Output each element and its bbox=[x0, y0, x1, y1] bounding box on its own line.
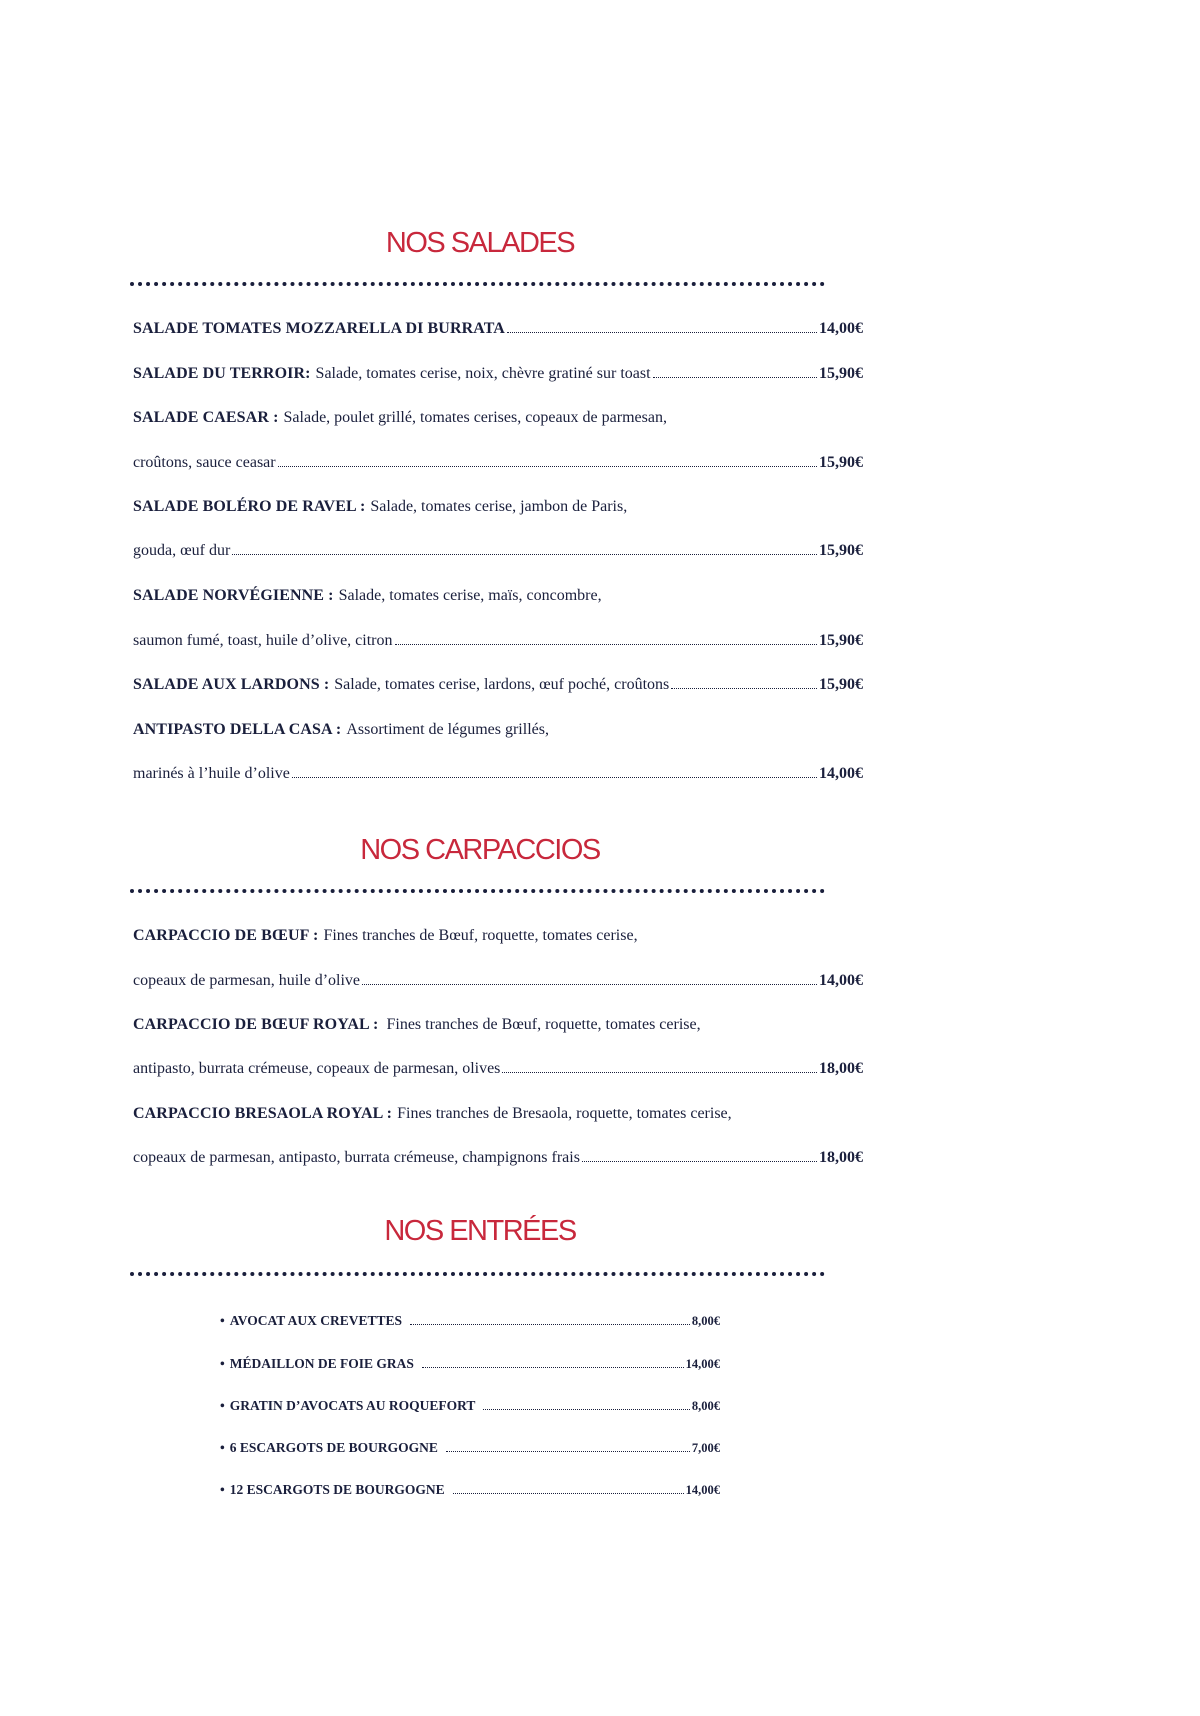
dotted-divider bbox=[130, 1272, 825, 1276]
item-price: 15,90€ bbox=[819, 454, 863, 471]
menu-item-carpaccio-bresaola-royal-cont bbox=[133, 1148, 863, 1168]
item-name: CARPACCIO BRESAOLA ROYAL : bbox=[133, 1105, 393, 1122]
dot-leader bbox=[453, 1493, 684, 1494]
dot-leader bbox=[422, 1367, 684, 1368]
item-price: 14,00€ bbox=[819, 765, 863, 782]
section-title-entrees: NOS ENTRÉES bbox=[384, 1215, 576, 1247]
section-title-salades: NOS SALADES bbox=[385, 227, 575, 259]
menu-item-antipasto-cont bbox=[133, 764, 863, 784]
menu-item-salade-bolero bbox=[133, 497, 627, 517]
item-price: 15,90€ bbox=[819, 676, 863, 693]
item-description-cont: saumon fumé, toast, huile d’olive, citron bbox=[133, 632, 393, 649]
item-description: Fines tranches de Bœuf, roquette, tomates cerise, bbox=[323, 927, 638, 944]
dot-leader bbox=[671, 688, 817, 689]
item-name: SALADE BOLÉRO DE RAVEL : bbox=[133, 498, 366, 515]
item-price: 8,00€ bbox=[691, 1314, 720, 1328]
item-description-cont: croûtons, sauce ceasar bbox=[133, 454, 276, 471]
item-price: 14,00€ bbox=[685, 1357, 720, 1371]
item-name: SALADE NORVÉGIENNE : bbox=[133, 587, 334, 604]
dot-leader bbox=[653, 377, 817, 378]
item-price: 15,90€ bbox=[819, 542, 863, 559]
item-price: 7,00€ bbox=[691, 1441, 720, 1455]
item-name: AVOCAT AUX CREVETTES bbox=[229, 1313, 403, 1328]
menu-item-salade-aux-lardons bbox=[133, 675, 863, 695]
item-price: 8,00€ bbox=[691, 1399, 720, 1413]
dot-leader bbox=[507, 332, 817, 333]
item-description-cont: marinés à l’huile d’olive bbox=[133, 765, 290, 782]
item-description: Fines tranches de Bœuf, roquette, tomates cerise, bbox=[386, 1016, 701, 1033]
item-description: Salade, tomates cerise, jambon de Paris, bbox=[370, 498, 628, 515]
item-name: 6 ESCARGOTS DE BOURGOGNE bbox=[229, 1440, 438, 1455]
menu-item-salade-caesar-cont bbox=[133, 453, 863, 473]
dotted-divider bbox=[130, 889, 825, 893]
menu-item-salade-caesar bbox=[133, 408, 667, 428]
entree-item-avocat-crevettes bbox=[220, 1312, 720, 1330]
dot-leader bbox=[292, 777, 817, 778]
dot-leader bbox=[582, 1161, 817, 1162]
item-price: 15,90€ bbox=[819, 632, 863, 649]
item-price: 18,00€ bbox=[819, 1149, 863, 1166]
menu-item-antipasto bbox=[133, 720, 549, 740]
menu-item-salade-norvegienne-cont bbox=[133, 631, 863, 651]
item-price: 18,00€ bbox=[819, 1060, 863, 1077]
dot-leader bbox=[278, 466, 817, 467]
dot-leader bbox=[502, 1072, 817, 1073]
menu-item-salade-bolero-cont bbox=[133, 541, 863, 561]
item-name: CARPACCIO DE BŒUF ROYAL : bbox=[133, 1016, 379, 1033]
item-description: Salade, tomates cerise, lardons, œuf poché, croûtons bbox=[334, 676, 670, 693]
item-name: ANTIPASTO DELLA CASA : bbox=[133, 721, 342, 738]
item-description-cont: gouda, œuf dur bbox=[133, 542, 231, 559]
item-description: Assortiment de légumes grillés, bbox=[346, 721, 549, 738]
entree-item-foie-gras bbox=[220, 1355, 720, 1373]
item-name: 12 ESCARGOTS DE BOURGOGNE bbox=[229, 1482, 445, 1497]
item-name: SALADE TOMATES MOZZARELLA DI BURRATA bbox=[133, 320, 505, 337]
item-description: Salade, tomates cerise, noix, chèvre gratiné sur toast bbox=[315, 365, 651, 382]
menu-item-salade-norvegienne bbox=[133, 586, 602, 606]
dot-leader bbox=[395, 644, 818, 645]
item-description-cont: copeaux de parmesan, huile d’olive bbox=[133, 972, 361, 989]
item-price: 15,90€ bbox=[819, 365, 863, 382]
item-price: 14,00€ bbox=[685, 1483, 720, 1497]
entree-item-6-escargots bbox=[220, 1439, 720, 1457]
menu-item-carpaccio-boeuf-royal-cont bbox=[133, 1059, 863, 1079]
menu-item-carpaccio-boeuf bbox=[133, 926, 638, 946]
entree-item-gratin-avocats bbox=[220, 1397, 720, 1415]
dotted-divider bbox=[130, 282, 825, 286]
bullet: • bbox=[220, 1356, 225, 1371]
item-name: GRATIN D’AVOCATS AU ROQUEFORT bbox=[229, 1398, 476, 1413]
dot-leader bbox=[483, 1409, 689, 1410]
dot-leader bbox=[410, 1324, 690, 1325]
entree-item-12-escargots bbox=[220, 1481, 720, 1499]
menu-item-carpaccio-boeuf-cont bbox=[133, 971, 863, 991]
bullet: • bbox=[220, 1440, 225, 1455]
menu-item-salade-tomates-mozzarella bbox=[133, 319, 863, 339]
bullet: • bbox=[220, 1313, 225, 1328]
item-name: MÉDAILLON DE FOIE GRAS bbox=[229, 1356, 414, 1371]
bullet: • bbox=[220, 1482, 225, 1497]
menu-item-carpaccio-bresaola-royal bbox=[133, 1104, 732, 1124]
item-description: Salade, tomates cerise, maïs, concombre, bbox=[338, 587, 602, 604]
dot-leader bbox=[362, 984, 817, 985]
item-description-cont: antipasto, burrata crémeuse, copeaux de parmesan, olives bbox=[133, 1060, 501, 1077]
menu-item-carpaccio-boeuf-royal bbox=[133, 1015, 701, 1035]
item-description: Fines tranches de Bresaola, roquette, tomates cerise, bbox=[397, 1105, 732, 1122]
dot-leader bbox=[232, 554, 817, 555]
item-price: 14,00€ bbox=[819, 320, 863, 337]
menu-item-salade-du-terroir bbox=[133, 364, 863, 384]
item-name: CARPACCIO DE BŒUF : bbox=[133, 927, 319, 944]
item-name: SALADE AUX LARDONS : bbox=[133, 676, 330, 693]
bullet: • bbox=[220, 1398, 225, 1413]
item-description: Salade, poulet grillé, tomates cerises, copeaux de parmesan, bbox=[283, 409, 667, 426]
section-title-carpaccios: NOS CARPACCIOS bbox=[360, 834, 600, 866]
item-name: SALADE DU TERROIR: bbox=[133, 365, 311, 382]
item-name: SALADE CAESAR : bbox=[133, 409, 279, 426]
item-description-cont: copeaux de parmesan, antipasto, burrata crémeuse, champignons frais bbox=[133, 1149, 580, 1166]
dot-leader bbox=[446, 1451, 690, 1452]
item-price: 14,00€ bbox=[819, 972, 863, 989]
